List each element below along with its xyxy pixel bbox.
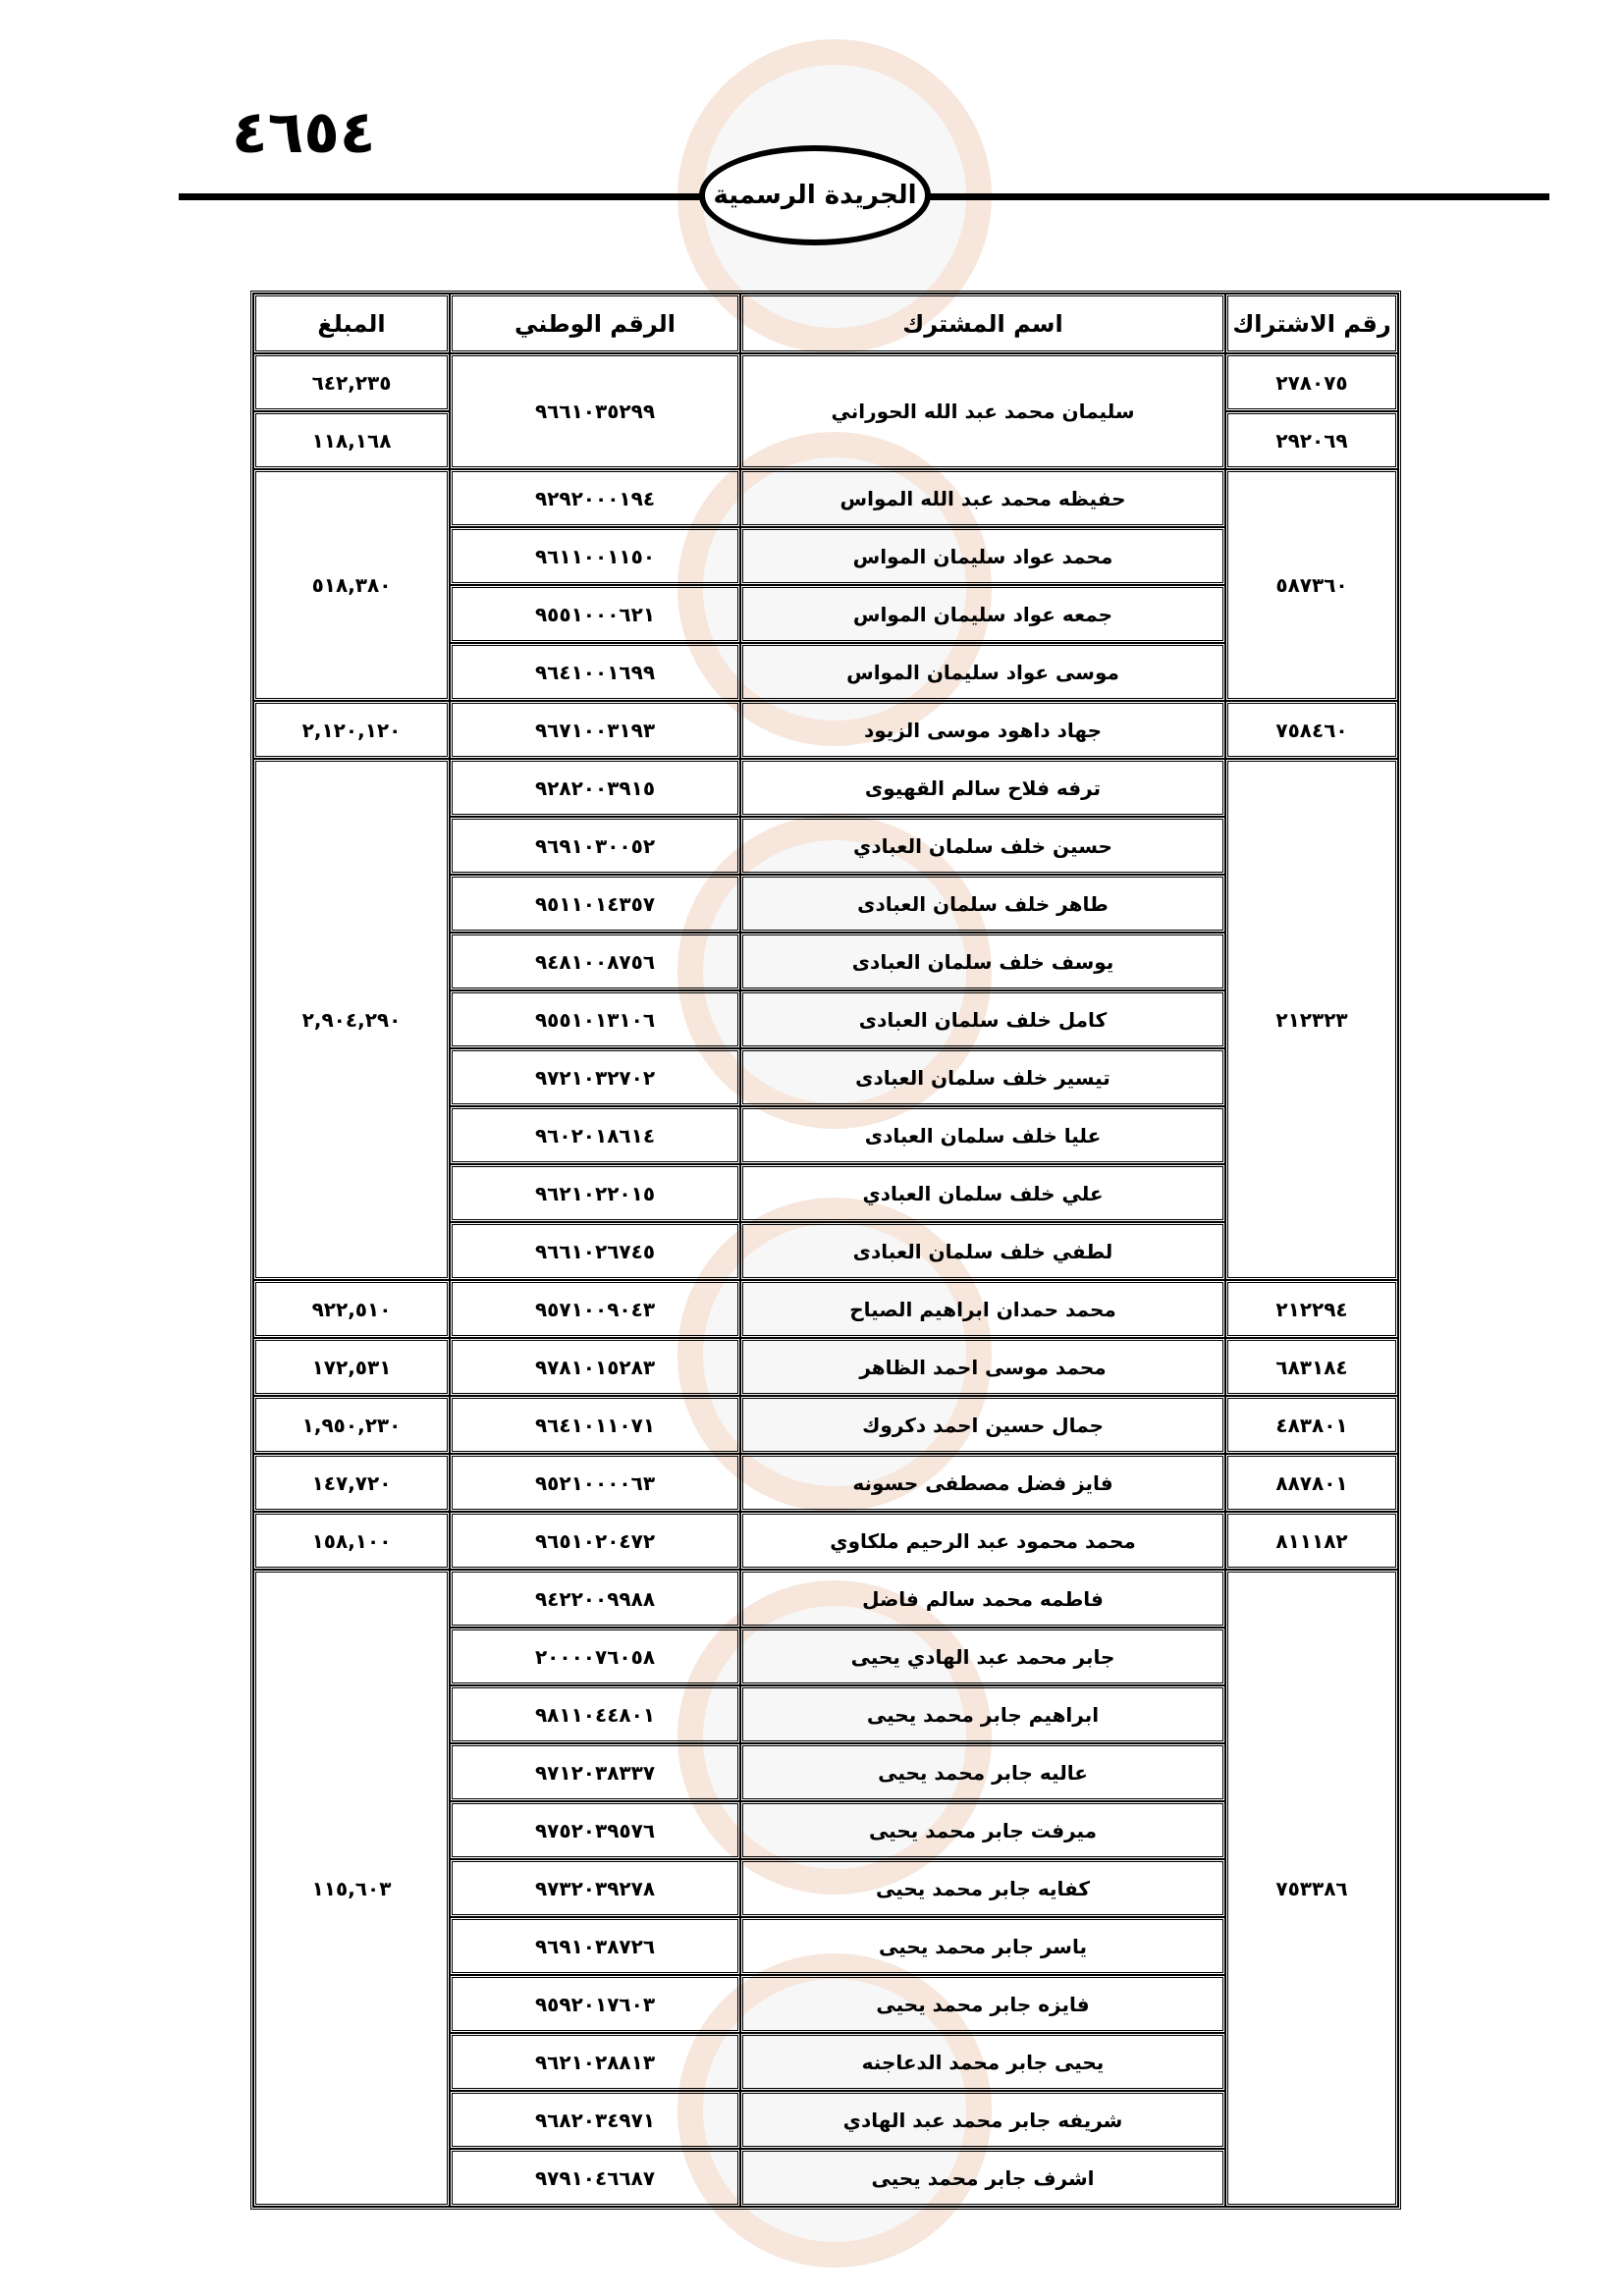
header-amount: المبلغ	[253, 294, 450, 353]
amount: ١١٥,٦٠٣	[253, 1570, 450, 2207]
subscriber-name: جمال حسين احمد دكروك	[740, 1396, 1225, 1454]
subscription-number: ٦٨٣١٨٤	[1225, 1338, 1398, 1396]
national-id: ٩٦٦١٠٣٥٢٩٩	[450, 353, 740, 469]
subscriber-name: عليا خلف سلمان العبادى	[740, 1106, 1225, 1164]
subscriber-name: محمد موسى احمد الظاهر	[740, 1338, 1225, 1396]
table-body	[253, 353, 1398, 2207]
subscription-number: ٢٩٢٠٦٩	[1225, 411, 1398, 469]
national-id: ٩٦٥١٠٢٠٤٧٢	[450, 1512, 740, 1570]
subscriber-name: ميرفت جابر محمد يحيى	[740, 1801, 1225, 1859]
national-id: ٩٦٩١٠٣٠٠٥٢	[450, 817, 740, 875]
subscriber-name: ابراهيم جابر محمد يحيى	[740, 1685, 1225, 1743]
subscription-number: ٥٨٧٣٦٠	[1225, 469, 1398, 701]
subscriber-name: محمد عواد سليمان المواس	[740, 527, 1225, 585]
subscriber-name: فايز فضل مصطفى حسونه	[740, 1454, 1225, 1512]
national-id: ٩٥٥١٠٠٠٦٢١	[450, 585, 740, 643]
subscription-number: ٢٧٨٠٧٥	[1225, 353, 1398, 411]
subscriber-name: كامل خلف سلمان العبادى	[740, 990, 1225, 1048]
national-id: ٩٨١١٠٤٤٨٠١	[450, 1685, 740, 1743]
national-id: ٩٧٣٢٠٣٩٢٧٨	[450, 1859, 740, 1917]
gazette-title: الجريدة الرسمية	[699, 145, 931, 245]
subscriber-name: جمعه عواد سليمان المواس	[740, 585, 1225, 643]
national-id: ٩٦٠٢٠١٨٦١٤	[450, 1106, 740, 1164]
subscriber-name: سليمان محمد عبد الله الحوراني	[740, 353, 1225, 469]
subscriber-name: طاهر خلف سلمان العبادى	[740, 875, 1225, 933]
table-row	[253, 1570, 1398, 1628]
national-id: ٩٧١٢٠٣٨٣٣٧	[450, 1743, 740, 1801]
amount: ١٤٧,٧٢٠	[253, 1454, 450, 1512]
subscriber-name: كفايه جابر محمد يحيى	[740, 1859, 1225, 1917]
national-id: ٩٤٢٢٠٠٩٩٨٨	[450, 1570, 740, 1628]
subscriber-name: ياسر جابر محمد يحيى	[740, 1917, 1225, 1975]
table-header-row	[253, 294, 1398, 353]
national-id: ٩٢٩٢٠٠٠١٩٤	[450, 469, 740, 527]
national-id: ٩٤٨١٠٠٨٧٥٦	[450, 933, 740, 990]
subscription-number: ٨٨٧٨٠١	[1225, 1454, 1398, 1512]
table-row	[253, 353, 1398, 411]
subscription-number: ٢١٢٣٢٣	[1225, 759, 1398, 1280]
national-id: ٩٦٦١٠٢٦٧٤٥	[450, 1222, 740, 1280]
subscriber-name: عاليه جابر محمد يحيى	[740, 1743, 1225, 1801]
national-id: ٩٦٢١٠٢٢٠١٥	[450, 1164, 740, 1222]
table-row	[253, 1280, 1398, 1338]
subscriber-name: حسين خلف سلمان العبادي	[740, 817, 1225, 875]
subscriber-name: فايزه جابر محمد يحيى	[740, 1975, 1225, 2033]
amount: ٥١٨,٣٨٠	[253, 469, 450, 701]
subscriber-name: جابر محمد عبد الهادي يحيى	[740, 1628, 1225, 1685]
subscribers-table	[250, 291, 1401, 2210]
national-id: ٩٦٧١٠٠٣١٩٣	[450, 701, 740, 759]
subscription-number: ٧٥٣٣٨٦	[1225, 1570, 1398, 2207]
national-id: ٩٧٥٢٠٣٩٥٧٦	[450, 1801, 740, 1859]
table-row	[253, 1454, 1398, 1512]
table-row	[253, 469, 1398, 527]
table-row	[253, 1396, 1398, 1454]
subscriber-name: اشرف جابر محمد يحيى	[740, 2149, 1225, 2207]
national-id: ٩٧٩١٠٤٦٦٨٧	[450, 2149, 740, 2207]
subscriber-name: حفيظه محمد عبد الله المواس	[740, 469, 1225, 527]
national-id: ٩٦٤١٠٠١٦٩٩	[450, 643, 740, 701]
subscriber-name: يحيى جابر محمد الدعاجنه	[740, 2033, 1225, 2091]
subscriber-name: يوسف خلف سلمان العبادى	[740, 933, 1225, 990]
subscriber-name: موسى عواد سليمان المواس	[740, 643, 1225, 701]
subscriber-name: علي خلف سلمان العبادي	[740, 1164, 1225, 1222]
subscription-number: ٤٨٣٨٠١	[1225, 1396, 1398, 1454]
subscriber-name: محمد حمدان ابراهيم الصياح	[740, 1280, 1225, 1338]
national-id: ٩٥٥١٠١٣١٠٦	[450, 990, 740, 1048]
subscriber-name: شريفه جابر محمد عبد الهادي	[740, 2091, 1225, 2149]
table-row	[253, 759, 1398, 817]
national-id: ٩٢٨٢٠٠٣٩١٥	[450, 759, 740, 817]
national-id: ٩٧٢١٠٣٢٧٠٢	[450, 1048, 740, 1106]
national-id: ٩٥٢١٠٠٠٠٦٣	[450, 1454, 740, 1512]
table-row	[253, 701, 1398, 759]
table-row	[253, 1512, 1398, 1570]
header-name: اسم المشترك	[740, 294, 1225, 353]
national-id: ٩٧٨١٠١٥٢٨٣	[450, 1338, 740, 1396]
amount: ٢,١٢٠,١٢٠	[253, 701, 450, 759]
national-id: ٩٥٩٢٠١٧٦٠٣	[450, 1975, 740, 2033]
national-id: ٩٦٨٢٠٣٤٩٧١	[450, 2091, 740, 2149]
amount: ٢,٩٠٤,٢٩٠	[253, 759, 450, 1280]
subscriber-name: ترفه فلاح سالم القهيوى	[740, 759, 1225, 817]
subscriber-name: فاطمه محمد سالم فاضل	[740, 1570, 1225, 1628]
national-id: ٩٥٧١٠٠٩٠٤٣	[450, 1280, 740, 1338]
page-number: ٤٦٥٤	[232, 98, 376, 167]
national-id: ٩٥١١٠١٤٣٥٧	[450, 875, 740, 933]
table-row	[253, 1338, 1398, 1396]
subscriber-name: تيسير خلف سلمان العبادى	[740, 1048, 1225, 1106]
national-id: ٩٦٤١٠١١٠٧١	[450, 1396, 740, 1454]
header-subscription: رقم الاشتراك	[1225, 294, 1398, 353]
national-id: ٩٦٩١٠٣٨٧٢٦	[450, 1917, 740, 1975]
subscriber-name: محمد محمود عبد الرحيم ملكاوي	[740, 1512, 1225, 1570]
national-id: ٢٠٠٠٠٧٦٠٥٨	[450, 1628, 740, 1685]
subscription-number: ٨١١١٨٢	[1225, 1512, 1398, 1570]
amount: ١٥٨,١٠٠	[253, 1512, 450, 1570]
subscriber-name: جهاد داهود موسى الزيود	[740, 701, 1225, 759]
national-id: ٩٦٢١٠٢٨٨١٣	[450, 2033, 740, 2091]
national-id: ٩٦١١٠٠١١٥٠	[450, 527, 740, 585]
amount: ١١٨,١٦٨	[253, 411, 450, 469]
amount: ٦٤٢,٢٣٥	[253, 353, 450, 411]
subscription-number: ٧٥٨٤٦٠	[1225, 701, 1398, 759]
amount: ٩٢٢,٥١٠	[253, 1280, 450, 1338]
subscriber-name: لطفي خلف سلمان العبادى	[740, 1222, 1225, 1280]
amount: ١,٩٥٠,٢٣٠	[253, 1396, 450, 1454]
amount: ١٧٢,٥٣١	[253, 1338, 450, 1396]
subscription-number: ٢١٢٢٩٤	[1225, 1280, 1398, 1338]
header-national-id: الرقم الوطني	[450, 294, 740, 353]
